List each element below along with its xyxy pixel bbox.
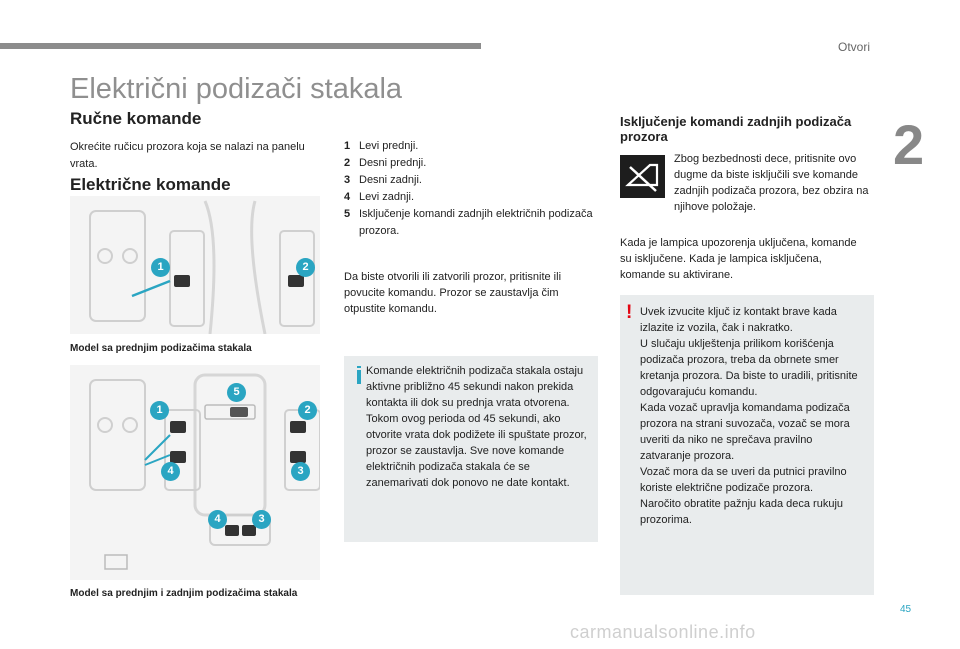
list-item: 3 Desni zadnji. <box>344 174 422 186</box>
callout-badge: 1 <box>151 258 170 277</box>
callout-badge: 1 <box>150 401 169 420</box>
section-name: Otvori <box>838 40 871 54</box>
window-switch-1 <box>174 275 190 287</box>
lock-text: Zbog bezbednosti dece, pritisnite ovo dugme da biste isključili sve komande zadnjih podizača prozora, bez obzira na njihove položaje. <box>674 153 869 213</box>
page-title: Električni podizači stakala <box>70 73 403 105</box>
rear-switch-4 <box>225 525 239 536</box>
callout-badge: 3 <box>252 510 271 529</box>
page-number: 45 <box>900 604 912 615</box>
list-item: 5 Isključenje komandi zadnjih električnih podizača prozora. <box>344 208 593 237</box>
window-switch-1 <box>170 421 186 433</box>
callout-badge: 3 <box>291 462 310 481</box>
control-list <box>344 138 594 240</box>
console-drawing <box>70 196 320 334</box>
info-text: Komande električnih podizača stakala ostaju aktivne približno 45 sekundi nakon prekida kontakta ili dok su prednja vrata otvorena. Tokom ovog perioda od 45 sekundi, ako otvorite vrata dok podižete ili spuštate prozor, prozor se zaustavlja. Sve nove komande električnih podizača stakala će se zanemarivati dok ponovo ne date kontakt. <box>366 365 587 489</box>
rear-switch-3 <box>242 525 256 536</box>
rear-disable-heading: Isključenje komandi zadnjih podizača prozora <box>620 114 852 144</box>
info-icon <box>357 366 361 368</box>
warning-text: Uvek izvucite ključ iz kontakt brave kada izlazite iz vozila, čak i nakratko. U slučaju uklještenja prilikom korišćenja podizača prozora, treba da obrnete smer kretanja prozora. Da biste to uradili, pritisnite odgovarajuću komandu. Kada vozač upravlja komandama podizača prozora na strani suvozača, vozač se mora uveriti da niko ne sprečava pravilno zatvaranje prozora. Vozač mora da se uveri da putnici pravilno koriste električne podizače prozora. Naročito obratite pažnju kada deca rukuju prozorima. <box>640 306 858 526</box>
callout-badge: 4 <box>161 462 180 481</box>
callout-badge: 2 <box>296 258 315 277</box>
front-rear-windows-illustration <box>70 365 320 580</box>
open-close-text: Da biste otvorili ili zatvorili prozor, pritisnite ili povucite komandu. Prozor se zaustavlja čim otpustite komandu. <box>344 271 562 315</box>
callout-badge: 5 <box>227 383 246 402</box>
caption-front-rear: Model sa prednjim i zadnjim podizačima stakala <box>70 588 298 599</box>
console-drawing <box>70 365 320 580</box>
front-windows-illustration <box>70 196 320 334</box>
callout-badge: 4 <box>208 510 227 529</box>
list-item: 2 Desni prednji. <box>344 157 427 169</box>
manual-heading: Ručne komande <box>70 109 202 128</box>
callout-badge: 2 <box>298 401 317 420</box>
window-switch-2 <box>288 275 304 287</box>
window-switch-2 <box>290 421 306 433</box>
window-switch-4 <box>170 451 186 463</box>
header-bar <box>0 43 481 49</box>
chapter-number: 2 <box>893 113 925 176</box>
rear-lock-switch <box>230 407 248 417</box>
manual-text: Okrećite ručicu prozora koja se nalazi na panelu vrata. <box>70 141 305 170</box>
list-item: 4 Levi zadnji. <box>344 191 415 203</box>
warning-icon: ! <box>626 302 633 323</box>
caption-front: Model sa prednjim podizačima stakala <box>70 343 252 354</box>
rear-window-lock-icon <box>620 155 665 198</box>
list-item: 1 Levi prednji. <box>344 140 419 152</box>
electric-heading: Električne komande <box>70 175 231 194</box>
info-icon-bar <box>357 370 361 384</box>
watermark: carmanualsonline.info <box>570 622 756 642</box>
lamp-text: Kada je lampica upozorenja uključena, komande su isključene. Kada je lampica isključena, komande su aktivirane. <box>620 237 857 281</box>
